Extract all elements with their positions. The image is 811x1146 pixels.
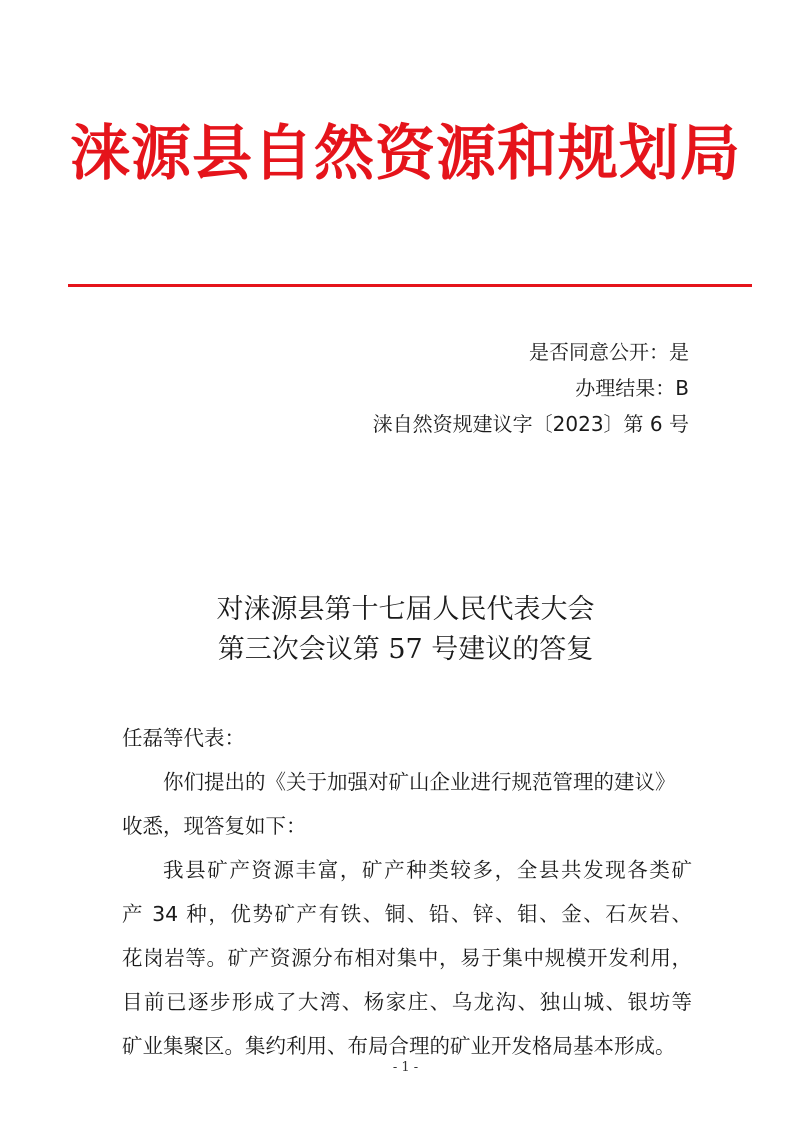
salutation: 任磊等代表：: [122, 726, 245, 750]
paragraph-2: [122, 848, 692, 1068]
public-status: 是否同意公开：是: [529, 340, 689, 364]
paragraph-1-line-1: 你们提出的《关于加强对矿山企业进行规范管理的建议》: [163, 770, 676, 794]
paragraph-1: [122, 760, 692, 848]
paragraph-1-line-2: 收悉，现答复如下：: [122, 814, 307, 838]
page-number: - 1 -: [392, 1060, 419, 1075]
title-line-1: 对涞源县第十七届人民代表大会: [216, 594, 595, 625]
header-divider: [68, 284, 752, 287]
document-number: 涞自然资规建议字〔2023〕第 6 号: [372, 412, 689, 436]
handling-result: 办理结果：B: [575, 376, 689, 400]
paragraph-2-line-5: 矿业集聚区。集约利用、布局合理的矿业开发格局基本形成。: [122, 1034, 676, 1058]
document-meta: [373, 334, 689, 442]
document-body: [122, 716, 692, 1068]
org-title: 涞源县自然资源和规划局: [70, 119, 741, 189]
paragraph-2-line-3: 花岗岩等。矿产资源分布相对集中，易于集中规模开发利用，: [122, 946, 692, 970]
paragraph-2-line-2: 产 34 种，优势矿产有铁、铜、铅、锌、钼、金、石灰岩、: [122, 902, 692, 926]
paragraph-2-line-1: 我县矿产资源丰富，矿产种类较多，全县共发现各类矿: [163, 858, 692, 882]
title-line-2: 第三次会议第 57 号建议的答复: [217, 634, 594, 665]
paragraph-2-line-4: 目前已逐步形成了大湾、杨家庄、乌龙沟、独山城、银坊等: [122, 990, 692, 1014]
document-title: [0, 590, 811, 670]
